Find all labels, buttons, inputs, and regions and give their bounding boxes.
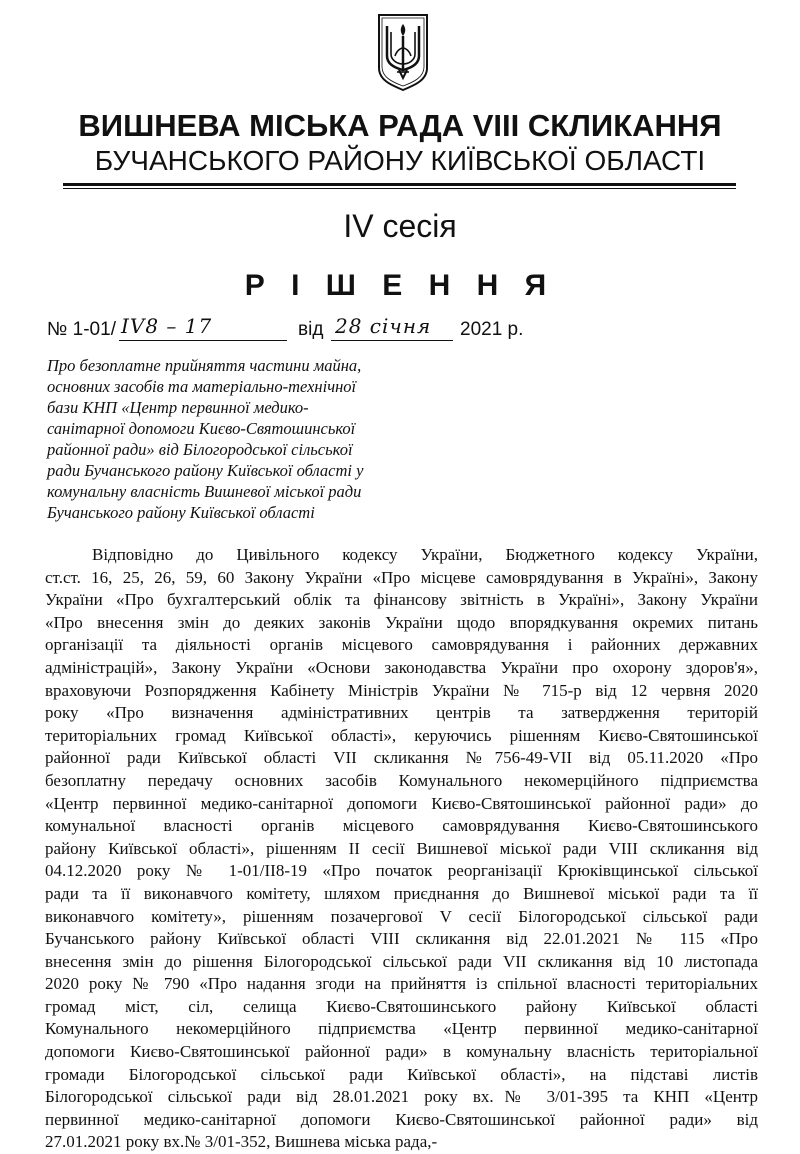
body-line: організації та діяльності органів місцевого самоврядування і районних державних — [45, 635, 758, 655]
body-line: враховуючи Розпорядження Кабінету Міністрів України № 715-р від 12 червня 2020 — [45, 680, 758, 700]
body-line: ст.ст. 16, 25, 26, 59, 60 Закону України «Про місцеве самоврядування в Україні», Закону — [45, 567, 758, 587]
body-line: року «Про визначення адміністративних центрів та затвердження територій — [45, 703, 758, 723]
trident-emblem-icon — [375, 12, 431, 92]
year-label: 2021 р. — [460, 319, 524, 340]
subject-line: Про безоплатне прийняття частини майна, — [47, 356, 362, 375]
decision-subject — [47, 355, 422, 523]
subject-line: санітарної допомоги Києво-Святошинської — [47, 419, 356, 438]
body-line: 27.01.2021 року вх.№ 3/01-352, Вишнева міська рада,- — [45, 1132, 438, 1152]
body-line: 2020 року № 790 «Про надання згоди на прийняття із спільної власності територіальних — [45, 974, 758, 994]
subject-line: бази КНП «Центр первинної медико- — [47, 398, 309, 417]
body-line: допомоги Києво-Святошинської районної ради» в комунальну власність територіальної — [45, 1042, 758, 1062]
body-line: внесення змін до рішення Білогородської сільської ради VII скликання від 10 листопада — [45, 951, 758, 971]
body-line: громад міст, сіл, селища Києво-Святошинського району Київської області — [45, 996, 758, 1016]
council-title: ВИШНЕВА МІСЬКА РАДА VIII СКЛИКАННЯ — [78, 108, 722, 143]
header-divider — [63, 183, 736, 186]
subject-line: Бучанського району Київської області — [47, 503, 315, 522]
subject-line: комунальну власність Вишневої міської ради — [47, 482, 362, 501]
body-line: первинної медико-санітарної допомоги Києво-Святошинської районної ради» від — [45, 1109, 758, 1129]
decision-number-line — [47, 316, 567, 348]
subject-line: ради Бучанського району Київської області у — [47, 461, 364, 480]
body-line: України «Про бухгалтерський облік та фінансову звітність в Україні», Закону України — [45, 590, 758, 610]
session-label: IV сесія — [343, 208, 457, 244]
body-line: Відповідно до Цивільного кодексу України, Бюджетного кодексу України, — [92, 545, 758, 564]
body-line: 04.12.2020 року № 1-01/II8-19 «Про початок реорганізації Крюківщинської сільської — [45, 861, 758, 881]
body-line: Білогородської сільської ради від 28.01.2021 року вх.№ 3/01-395 та КНП «Центр — [45, 1087, 758, 1107]
body-line: територіальних громад Київської області», керуючись рішенням Києво-Святошинської — [45, 725, 758, 745]
date-from-label: від — [298, 319, 324, 340]
header-divider-thin — [63, 188, 736, 189]
body-line: комунальної власності органів місцевого самоврядування Києво-Святошинського — [45, 816, 758, 836]
handwritten-number: IV8 – 17 — [121, 314, 213, 338]
handwritten-date: 28 січня — [335, 314, 432, 338]
body-line: Бучанського району Київської області VIII скликання від 22.01.2021 № 115 «Про — [45, 929, 758, 949]
number-underline — [119, 340, 287, 341]
body-line: районної ради Київської області VII скликання №756-49-VII від 05.11.2020 «Про — [45, 748, 758, 768]
document-type-title: Р І Ш Е Н Н Я — [244, 269, 556, 302]
date-underline — [331, 340, 453, 341]
body-line: виконавчого комітету», рішенням позачергової V сесії Білогородської сільської ради — [45, 906, 758, 926]
body-line: Комунального некомерційного підприємства «Центр первинної медико-санітарної — [45, 1019, 758, 1039]
body-line: ради та її виконавчого комітету, шляхом приєднання до Вишневої міської ради та її — [45, 883, 758, 903]
subject-line: районної ради» від Білогородської сільської — [47, 440, 353, 459]
body-line: громади Білогородської сільської ради Київської області», на підставі листів — [45, 1064, 758, 1084]
body-line: безоплатну передачу основних засобів Комунального некомерційного підприємства — [45, 770, 758, 790]
body-line: адміністрацій», Закону України «Основи законодавства України про охорону здоров'я», — [45, 657, 758, 677]
council-subtitle: БУЧАНСЬКОГО РАЙОНУ КИЇВСЬКОЇ ОБЛАСТІ — [94, 145, 706, 176]
body-line: «Центр первинної медико-санітарної допомоги Києво-Святошинської районної ради» до — [45, 793, 758, 813]
number-prefix: № 1-01/ — [47, 319, 116, 340]
decision-body — [45, 544, 758, 1154]
body-line: «Про внесення змін до деяких законів України щодо впорядкування окремих питань — [45, 612, 758, 632]
subject-line: основних засобів та матеріально-технічної — [47, 377, 357, 396]
body-line: району Київської області», рішенням II сесії Вишневої міської ради VIII скликання від — [45, 838, 758, 858]
